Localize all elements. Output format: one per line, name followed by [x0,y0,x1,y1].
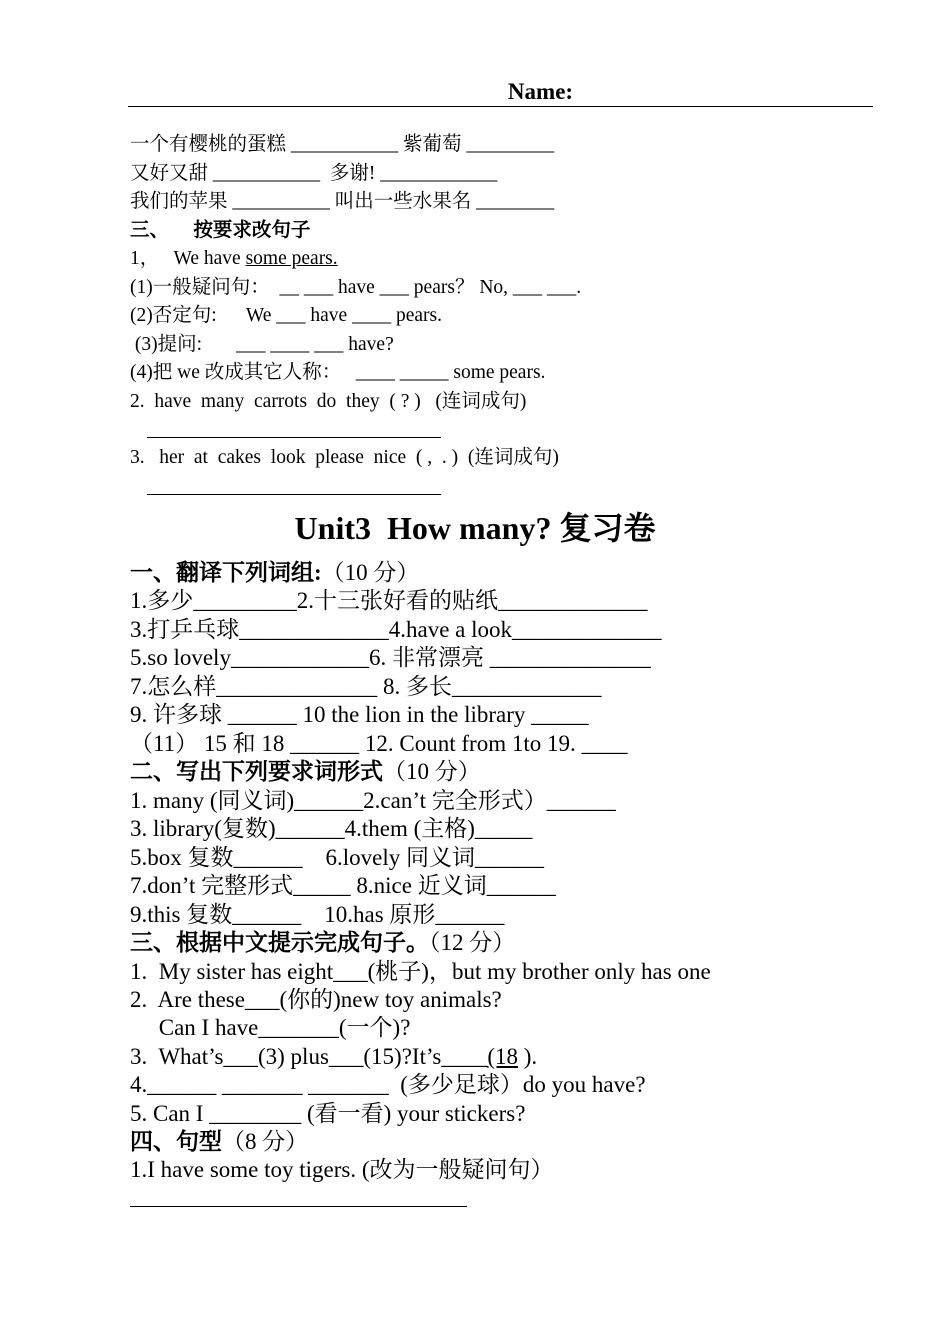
sentence-3-text: 3. What’s___(3) plus___(15)?It’s____ [130,1044,488,1069]
word-order-question-2: 2. have many carrots do they ( ? ) (连词成句) [130,391,527,412]
section-4-points: （8 分） [222,1129,309,1154]
section-1-points: （10 分） [321,560,420,585]
translate-line-3: 5.so lovely____________6. 非常漂亮 ______________ [130,645,651,670]
translate-line-4: 7.怎么样______________ 8. 多长_____________ [130,674,602,699]
sentence-pattern-1: 1.I have some toy tigers. (改为一般疑问句） [130,1157,554,1182]
section-3-points: （12 分） [429,930,516,955]
answer-line-sentence-pattern [130,1206,467,1207]
complete-sentence-2b: Can I have_______(一个)? [130,1015,411,1040]
rewrite-yes-no-question: (1)一般疑问句： __ ___ have ___ pears？ No, ___ ___. [130,277,582,298]
question-1-text: 1， We have [130,248,246,269]
name-label: Name: [507,79,574,104]
rewrite-wh-question: (3)提问: ___ ____ ___ have? [130,334,394,355]
section-1-title: 一、翻译下列词组: [130,560,322,585]
answer-line-3 [147,494,441,495]
word-form-line-3: 5.box 复数______ 6.lovely 同义词______ [130,845,544,870]
section-2-heading [130,760,481,783]
word-order-question-3: 3. her at cakes look please nice ( , . ) (连词成句) [130,447,559,468]
question-1-underlined: some pears. [245,248,338,269]
page-title: Unit3 How many? 复习卷 [294,510,656,546]
section-4-title: 四、句型 [130,1129,222,1154]
section-3-heading [130,931,515,954]
section-3-title: 三、根据中文提示完成句子。 [130,930,429,955]
complete-sentence-1: 1. My sister has eight___(桃子)，but my brother only has one [130,959,711,984]
word-form-line-1: 1. many (同义词)______2.can’t 完全形式）______ [130,788,616,813]
sentence-3-end: ). [517,1044,538,1069]
translate-line-2: 3.打乒乓球_____________4.have a look_____________ [130,617,662,642]
answer-line-2 [147,437,441,438]
translate-line-6: （11） 15 和 18 ______ 12. Count from 1to 19. ____ [130,731,628,756]
sentence-3-underlined: (18 [487,1044,518,1069]
phrase-line-2: 又好又甜 ___________ 多谢! ____________ [130,163,498,184]
phrase-line-1: 一个有樱桃的蛋糕 ___________ 紫葡萄 _________ [130,134,555,155]
section-heading-rewrite: 三、 按要求改句子 [130,220,311,241]
translate-line-5: 9. 许多球 ______ 10 the lion in the library _____ [130,702,589,727]
translate-line-1: 1.多少_________2.十三张好看的贴纸_____________ [130,588,648,613]
word-form-line-4: 7.don’t 完整形式_____ 8.nice 近义词______ [130,873,556,898]
section-2-title: 二、写出下列要求词形式 [130,759,383,784]
complete-sentence-2: 2. Are these___(你的)new toy animals? [130,987,502,1012]
complete-sentence-5: 5. Can I ________ (看一看) your stickers? [130,1101,526,1126]
word-form-line-2: 3. library(复数)______4.them (主格)_____ [130,816,533,841]
section-1-heading [130,561,419,584]
rewrite-other-person: (4)把 we 改成其它人称： ____ _____ some pears. [130,362,546,383]
rewrite-question-1 [130,249,338,269]
section-4-heading [130,1130,308,1153]
rewrite-negative: (2)否定句: We ___ have ____ pears. [130,305,442,326]
phrase-line-3: 我们的苹果 __________ 叫出一些水果名 ________ [130,191,555,212]
complete-sentence-3 [130,1045,537,1068]
word-form-line-5: 9.this 复数______ 10.has 原形______ [130,902,505,927]
name-field [128,80,873,107]
complete-sentence-4: 4.______ _______ _______ (多少足球）do you have? [130,1072,646,1097]
section-2-points: （10 分） [383,759,481,784]
